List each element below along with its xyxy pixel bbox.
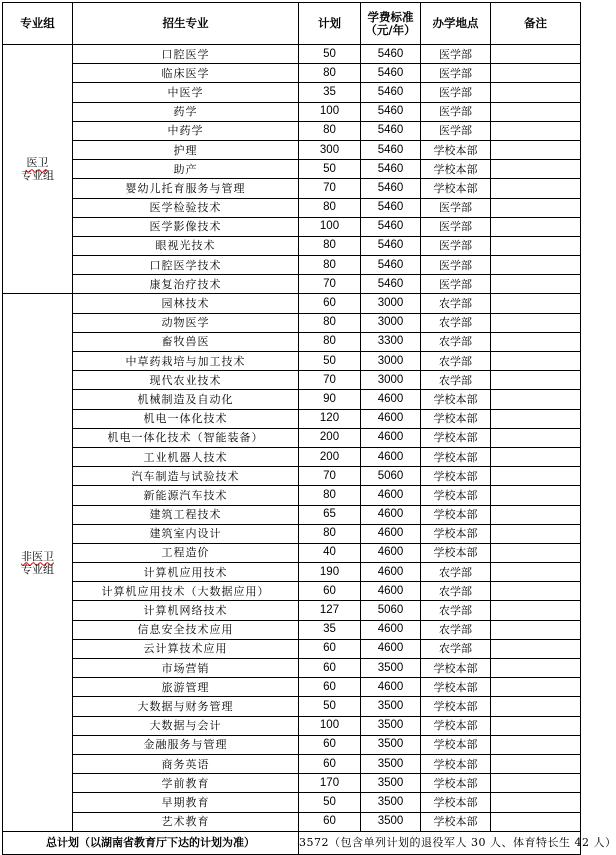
remark-cell [491, 45, 581, 64]
table-row [3, 659, 581, 678]
fee-cell: 5460 [361, 121, 421, 140]
group-name-primary: 医卫 [26, 156, 49, 170]
remark-cell [491, 121, 581, 140]
remark-cell [491, 217, 581, 236]
plan-cell: 50 [299, 793, 361, 812]
location-cell: 学校本部 [421, 774, 491, 793]
remark-cell [491, 371, 581, 390]
location-cell: 学校本部 [421, 486, 491, 505]
location-cell: 农学部 [421, 620, 491, 639]
plan-cell: 50 [299, 160, 361, 179]
fee-cell: 3500 [361, 735, 421, 754]
major-cell: 医学影像技术 [73, 217, 299, 236]
remark-cell [491, 102, 581, 121]
fee-cell: 4600 [361, 543, 421, 562]
remark-cell [491, 582, 581, 601]
location-cell: 医学部 [421, 83, 491, 102]
location-cell: 医学部 [421, 217, 491, 236]
location-cell: 学校本部 [421, 754, 491, 773]
fee-cell: 3500 [361, 659, 421, 678]
plan-cell: 35 [299, 620, 361, 639]
remark-cell [491, 735, 581, 754]
plan-cell: 200 [299, 428, 361, 447]
plan-cell: 80 [299, 332, 361, 351]
major-cell: 计算机应用技术 [73, 563, 299, 582]
header-plan: 计划 [299, 3, 361, 45]
location-cell: 学校本部 [421, 467, 491, 486]
fee-cell: 4600 [361, 639, 421, 658]
major-cell: 机械制造及自动化 [73, 390, 299, 409]
plan-cell: 40 [299, 543, 361, 562]
fee-cell: 3500 [361, 697, 421, 716]
location-cell: 农学部 [421, 313, 491, 332]
fee-cell: 3500 [361, 716, 421, 735]
remark-cell [491, 620, 581, 639]
table-header [3, 3, 581, 45]
major-cell: 机电一体化技术（智能装备） [73, 428, 299, 447]
remark-cell [491, 83, 581, 102]
plan-cell: 80 [299, 486, 361, 505]
location-cell: 农学部 [421, 639, 491, 658]
plan-cell: 120 [299, 409, 361, 428]
table-row [3, 543, 581, 562]
plan-cell: 60 [299, 754, 361, 773]
plan-cell: 80 [299, 198, 361, 217]
plan-cell: 70 [299, 467, 361, 486]
fee-cell: 5460 [361, 160, 421, 179]
remark-cell [491, 198, 581, 217]
header-fee-line2: （元/年） [365, 22, 416, 37]
table-row [3, 582, 581, 601]
remark-cell [491, 524, 581, 543]
location-cell: 学校本部 [421, 716, 491, 735]
plan-cell: 60 [299, 812, 361, 831]
fee-cell: 3300 [361, 332, 421, 351]
plan-cell: 70 [299, 275, 361, 294]
table-row [3, 563, 581, 582]
location-cell: 医学部 [421, 275, 491, 294]
fee-cell: 3000 [361, 371, 421, 390]
major-cell: 建筑工程技术 [73, 505, 299, 524]
fee-cell: 4600 [361, 390, 421, 409]
remark-cell [491, 505, 581, 524]
plan-cell: 90 [299, 390, 361, 409]
group-cell [3, 294, 73, 831]
plan-cell: 70 [299, 371, 361, 390]
plan-cell: 80 [299, 313, 361, 332]
fee-cell: 4600 [361, 524, 421, 543]
fee-cell: 5460 [361, 236, 421, 255]
major-cell: 口腔医学 [73, 45, 299, 64]
header-major: 招生专业 [73, 3, 299, 45]
major-cell: 药学 [73, 102, 299, 121]
location-cell: 学校本部 [421, 409, 491, 428]
total-row [3, 831, 581, 854]
header-group: 专业组 [3, 3, 73, 45]
major-cell: 新能源汽车技术 [73, 486, 299, 505]
major-cell: 大数据与会计 [73, 716, 299, 735]
header-remark: 备注 [491, 3, 581, 45]
plan-cell: 35 [299, 83, 361, 102]
fee-cell: 4600 [361, 486, 421, 505]
table-row [3, 179, 581, 198]
major-cell: 中药学 [73, 121, 299, 140]
fee-cell: 5460 [361, 256, 421, 275]
location-cell: 学校本部 [421, 543, 491, 562]
remark-cell [491, 467, 581, 486]
remark-cell [491, 428, 581, 447]
fee-cell: 4600 [361, 678, 421, 697]
table-row [3, 409, 581, 428]
group-name-secondary: 专业组 [21, 562, 54, 576]
remark-cell [491, 639, 581, 658]
major-cell: 计算机网络技术 [73, 601, 299, 620]
fee-cell: 5460 [361, 140, 421, 159]
remark-cell [491, 352, 581, 371]
table-row [3, 160, 581, 179]
table-row [3, 639, 581, 658]
table-row [3, 754, 581, 773]
location-cell: 学校本部 [421, 678, 491, 697]
major-cell: 学前教育 [73, 774, 299, 793]
major-cell: 旅游管理 [73, 678, 299, 697]
header-fee-line1: 学费标准 [367, 9, 414, 24]
remark-cell [491, 64, 581, 83]
fee-cell: 5460 [361, 179, 421, 198]
remark-cell [491, 659, 581, 678]
location-cell: 学校本部 [421, 659, 491, 678]
location-cell: 医学部 [421, 45, 491, 64]
fee-cell: 5460 [361, 275, 421, 294]
remark-cell [491, 601, 581, 620]
location-cell: 学校本部 [421, 524, 491, 543]
location-cell: 农学部 [421, 563, 491, 582]
header-fee [361, 3, 421, 45]
remark-cell [491, 678, 581, 697]
major-cell: 园林技术 [73, 294, 299, 313]
location-cell: 医学部 [421, 198, 491, 217]
table-row [3, 774, 581, 793]
location-cell: 农学部 [421, 294, 491, 313]
fee-cell: 3500 [361, 793, 421, 812]
major-cell: 汽车制造与试验技术 [73, 467, 299, 486]
major-cell: 中草药栽培与加工技术 [73, 352, 299, 371]
table-row [3, 102, 581, 121]
location-cell: 农学部 [421, 601, 491, 620]
fee-cell: 4600 [361, 428, 421, 447]
fee-cell: 5060 [361, 467, 421, 486]
table-row [3, 371, 581, 390]
location-cell: 学校本部 [421, 447, 491, 466]
major-cell: 中医学 [73, 83, 299, 102]
table-row [3, 390, 581, 409]
table-row [3, 45, 581, 64]
table-row [3, 294, 581, 313]
fee-cell: 5460 [361, 217, 421, 236]
fee-cell: 5460 [361, 83, 421, 102]
plan-cell: 80 [299, 524, 361, 543]
table-row [3, 313, 581, 332]
plan-cell: 127 [299, 601, 361, 620]
major-cell: 信息安全技术应用 [73, 620, 299, 639]
plan-cell: 80 [299, 236, 361, 255]
table-row [3, 620, 581, 639]
plan-cell: 60 [299, 678, 361, 697]
fee-cell: 3000 [361, 294, 421, 313]
fee-cell: 5460 [361, 102, 421, 121]
location-cell: 农学部 [421, 371, 491, 390]
remark-cell [491, 275, 581, 294]
header-location: 办学地点 [421, 3, 491, 45]
plan-cell: 60 [299, 735, 361, 754]
plan-cell: 50 [299, 697, 361, 716]
location-cell: 医学部 [421, 102, 491, 121]
location-cell: 学校本部 [421, 179, 491, 198]
location-cell: 医学部 [421, 236, 491, 255]
remark-cell [491, 313, 581, 332]
remark-cell [491, 332, 581, 351]
table-row [3, 332, 581, 351]
location-cell: 学校本部 [421, 735, 491, 754]
table-row [3, 697, 581, 716]
remark-cell [491, 543, 581, 562]
major-cell: 临床医学 [73, 64, 299, 83]
fee-cell: 4600 [361, 620, 421, 639]
table-row [3, 793, 581, 812]
remark-cell [491, 409, 581, 428]
major-cell: 市场营销 [73, 659, 299, 678]
major-cell: 艺术教育 [73, 812, 299, 831]
location-cell: 学校本部 [421, 505, 491, 524]
plan-cell: 50 [299, 352, 361, 371]
group-name-primary: 非医卫 [21, 549, 54, 563]
plan-cell: 60 [299, 659, 361, 678]
plan-cell: 170 [299, 774, 361, 793]
plan-cell: 65 [299, 505, 361, 524]
table-row [3, 467, 581, 486]
table-row [3, 505, 581, 524]
enrollment-plan-table [2, 2, 616, 855]
plan-cell: 100 [299, 102, 361, 121]
table-row [3, 428, 581, 447]
major-cell: 计算机应用技术（大数据应用） [73, 582, 299, 601]
major-cell: 助产 [73, 160, 299, 179]
table-row [3, 524, 581, 543]
remark-cell [491, 563, 581, 582]
plan-cell: 100 [299, 716, 361, 735]
location-cell: 医学部 [421, 256, 491, 275]
fee-cell: 4600 [361, 409, 421, 428]
fee-cell: 4600 [361, 447, 421, 466]
remark-cell [491, 812, 581, 831]
remark-cell [491, 160, 581, 179]
fee-cell: 4600 [361, 582, 421, 601]
fee-cell: 3500 [361, 774, 421, 793]
plan-cell: 50 [299, 45, 361, 64]
total-value: 3572（包含单列计划的退役军人 30 人、体育特长生 42 人） [299, 831, 581, 854]
table-row [3, 678, 581, 697]
remark-cell [491, 140, 581, 159]
location-cell: 农学部 [421, 352, 491, 371]
location-cell: 学校本部 [421, 428, 491, 447]
table-row [3, 486, 581, 505]
table-row [3, 352, 581, 371]
plan-cell: 300 [299, 140, 361, 159]
major-cell: 畜牧兽医 [73, 332, 299, 351]
major-cell: 工业机器人技术 [73, 447, 299, 466]
fee-cell: 5460 [361, 198, 421, 217]
table-row [3, 198, 581, 217]
plan-cell: 70 [299, 179, 361, 198]
major-cell: 动物医学 [73, 313, 299, 332]
location-cell: 学校本部 [421, 390, 491, 409]
major-cell: 商务英语 [73, 754, 299, 773]
major-cell: 眼视光技术 [73, 236, 299, 255]
table-row [3, 256, 581, 275]
major-cell: 早期教育 [73, 793, 299, 812]
table-row [3, 601, 581, 620]
table-row [3, 64, 581, 83]
plan-cell: 100 [299, 217, 361, 236]
major-cell: 医学检验技术 [73, 198, 299, 217]
major-cell: 金融服务与管理 [73, 735, 299, 754]
remark-cell [491, 486, 581, 505]
remark-cell [491, 179, 581, 198]
fee-cell: 4600 [361, 563, 421, 582]
plan-cell: 190 [299, 563, 361, 582]
table-row [3, 236, 581, 255]
table-row [3, 716, 581, 735]
plan-cell: 60 [299, 639, 361, 658]
table-row [3, 83, 581, 102]
major-cell: 婴幼儿托育服务与管理 [73, 179, 299, 198]
table-row [3, 217, 581, 236]
location-cell: 医学部 [421, 64, 491, 83]
table-row [3, 812, 581, 831]
fee-cell: 3500 [361, 754, 421, 773]
fee-cell: 5460 [361, 64, 421, 83]
remark-cell [491, 697, 581, 716]
plan-cell: 80 [299, 256, 361, 275]
plan-cell: 60 [299, 294, 361, 313]
location-cell: 农学部 [421, 582, 491, 601]
location-cell: 学校本部 [421, 793, 491, 812]
major-cell: 护理 [73, 140, 299, 159]
plan-cell: 200 [299, 447, 361, 466]
plan-cell: 80 [299, 121, 361, 140]
location-cell: 学校本部 [421, 697, 491, 716]
major-cell: 现代农业技术 [73, 371, 299, 390]
major-cell: 建筑室内设计 [73, 524, 299, 543]
remark-cell [491, 774, 581, 793]
fee-cell: 4600 [361, 505, 421, 524]
table-row [3, 447, 581, 466]
location-cell: 学校本部 [421, 160, 491, 179]
remark-cell [491, 447, 581, 466]
location-cell: 农学部 [421, 332, 491, 351]
major-cell: 康复治疗技术 [73, 275, 299, 294]
fee-cell: 5460 [361, 45, 421, 64]
table-row [3, 121, 581, 140]
location-cell: 学校本部 [421, 812, 491, 831]
table-row [3, 275, 581, 294]
major-cell: 大数据与财务管理 [73, 697, 299, 716]
fee-cell: 3000 [361, 352, 421, 371]
major-cell: 工程造价 [73, 543, 299, 562]
fee-cell: 3500 [361, 812, 421, 831]
major-cell: 口腔医学技术 [73, 256, 299, 275]
plan-cell: 80 [299, 64, 361, 83]
total-label: 总计划（以湖南省教育厅下达的计划为准） [3, 831, 299, 854]
location-cell: 医学部 [421, 121, 491, 140]
group-cell [3, 45, 73, 294]
remark-cell [491, 294, 581, 313]
group-name-secondary: 专业组 [21, 169, 54, 183]
plan-cell: 60 [299, 582, 361, 601]
fee-cell: 5060 [361, 601, 421, 620]
remark-cell [491, 256, 581, 275]
fee-cell: 3000 [361, 313, 421, 332]
remark-cell [491, 793, 581, 812]
table-body [3, 45, 616, 855]
major-cell: 云计算技术应用 [73, 639, 299, 658]
remark-cell [491, 754, 581, 773]
remark-cell [491, 390, 581, 409]
location-cell: 学校本部 [421, 140, 491, 159]
remark-cell [491, 236, 581, 255]
table-row [3, 140, 581, 159]
remark-cell [491, 716, 581, 735]
table-row [3, 735, 581, 754]
major-cell: 机电一体化技术 [73, 409, 299, 428]
